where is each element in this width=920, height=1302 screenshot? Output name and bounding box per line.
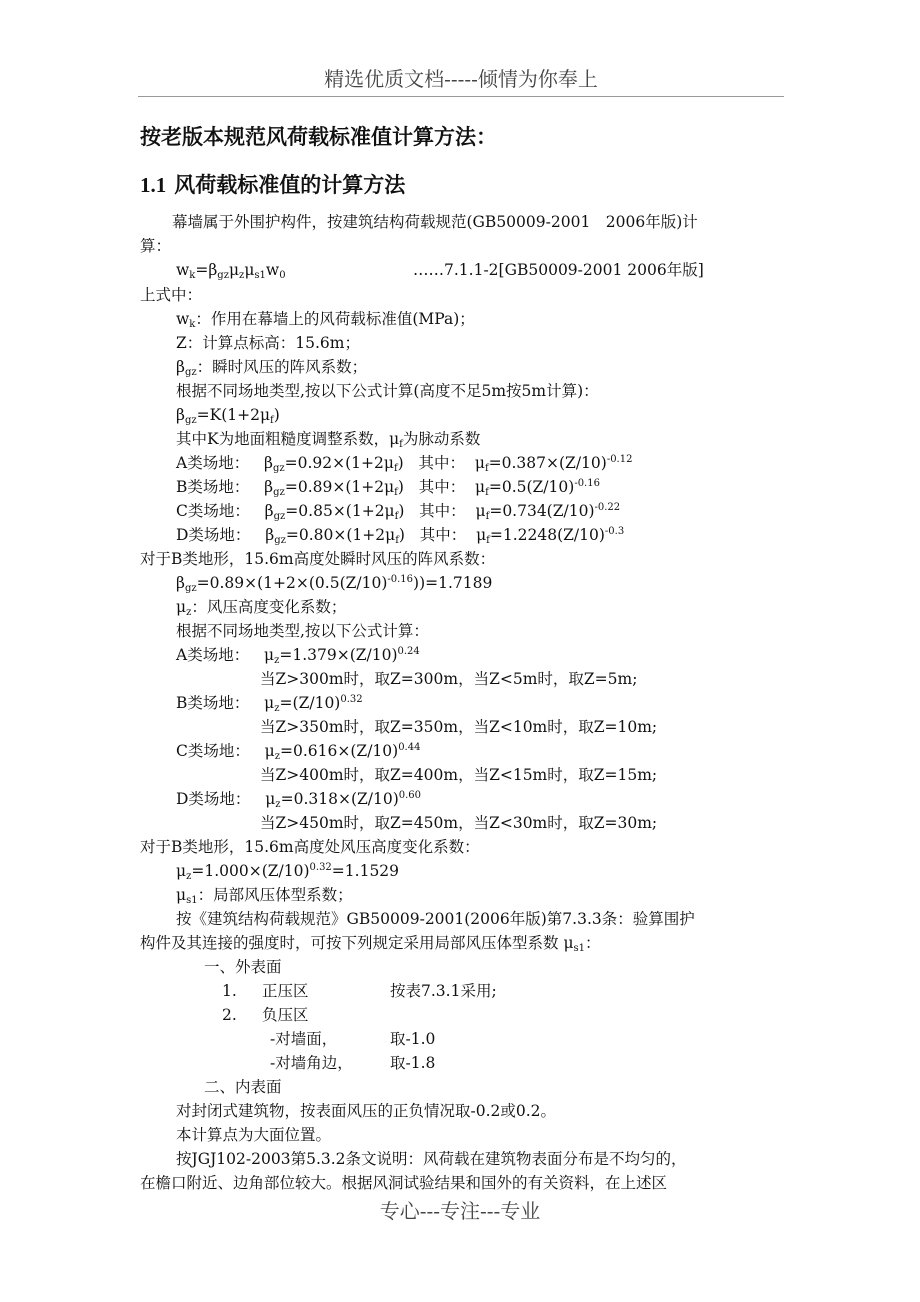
jgj-line-2: 在檐口附近、边角部位较大。根据风洞试验结果和国外的有关资料，在上述区 [140, 1174, 668, 1192]
beta-b-intro: 对于B类地形，15.6m高度处瞬时风压的阵风系数： [140, 550, 496, 568]
inner-surface-heading: 二、内表面 [204, 1078, 282, 1096]
document-title: 按老版本规范风荷载标准值计算方法： [140, 124, 497, 149]
k-definition: 其中K为地面粗糙度调整系数，$\mu_f$为脉动系数 [176, 430, 481, 450]
clause-line-1: 按《建筑结构荷载规范》GB50009-2001(2006年版)第7.3.3条：验算围护 [176, 910, 695, 928]
mu-row: B类场地： $\mu_z=(Z/10)^{0.32}$ [176, 694, 363, 714]
mu-row: C类场地： $\mu_z=0.616\times(Z/10)^{0.44}$ [176, 742, 421, 762]
item-1-value: 按表7.3.1采用; [390, 982, 497, 1000]
mu-row-condition: 当Z>300m时，取Z=300m，当Z<5m时，取Z=5m; [260, 670, 638, 688]
mu-z-definition: $\mu_z$：风压高度变化系数； [176, 598, 347, 618]
intro-line-1: 幕墙属于外围护构件，按建筑结构荷载规范(GB50009-2001 2006年版)计 [172, 213, 698, 231]
mu-row: D类场地： $\mu_z=0.318\times(Z/10)^{0.60}$ [176, 790, 422, 810]
main-formula: $w_k=\beta_{gz}\mu_z\mu_{s1}w_0$ [176, 261, 286, 281]
item-2-label: 负压区 [262, 1006, 309, 1024]
wall-value: 取-1.0 [390, 1030, 436, 1048]
beta-b-result: $\beta_{gz}=0.89\times(1+2\times(0.5(Z/10)^{-0.16}))=1.7189$ [176, 574, 493, 594]
mu-b-intro: 对于B类地形，15.6m高度处风压高度变化系数： [140, 838, 480, 856]
page-footer: 专心---专注---专业 [379, 1199, 541, 1223]
position-note: 本计算点为大面位置。 [176, 1126, 332, 1144]
wk-definition: $w_k$：作用在幕墙上的风荷载标准值(MPa)； [176, 310, 475, 330]
item-1-label: 正压区 [262, 982, 309, 1000]
outer-surface-heading: 一、外表面 [204, 958, 282, 976]
beta-general-formula: $\beta_{gz}=K(1+2\mu_f)$ [176, 406, 280, 426]
closed-building-note: 对封闭式建筑物，按表面风压的正负情况取-0.2或0.2。 [176, 1102, 557, 1120]
mu-row-condition: 当Z>400m时，取Z=400m，当Z<15m时，取Z=15m; [260, 766, 658, 784]
item-1-number: 1. [222, 982, 237, 1000]
beta-row: D类场地： $\beta_{gz}=0.80\times(1+2\mu_f)$ 其中： $\mu_f=1.2248(Z/10)^{-0.3}$ [176, 526, 625, 546]
section-title: 风荷载标准值的计算方法 [174, 172, 406, 197]
wall-label: -对墙面， [270, 1030, 338, 1048]
jgj-line-1: 按JGJ102-2003第5.3.2条文说明：风荷载在建筑物表面分布是不均匀的， [176, 1150, 687, 1168]
beta-row: C类场地： $\beta_{gz}=0.85\times(1+2\mu_f)$ 其中： $\mu_f=0.734(Z/10)^{-0.22}$ [176, 502, 621, 522]
clause-line-2: 构件及其连接的强度时，可按下列规定采用局部风压体型系数 $\mu_{s1}$： [140, 934, 601, 954]
mu-z-rule: 根据不同场地类型,按以下公式计算： [176, 622, 429, 640]
beta-definition: $\beta_{gz}$：瞬时风压的阵风系数； [176, 358, 368, 378]
beta-row: B类场地： $\beta_{gz}=0.89\times(1+2\mu_f)$ 其中： $\mu_f=0.5(Z/10)^{-0.16}$ [176, 478, 600, 498]
corner-value: 取-1.8 [390, 1054, 436, 1072]
where-label: 上式中： [140, 286, 203, 304]
mu-s1-definition: $\mu_{s1}$：局部风压体型系数； [176, 886, 353, 906]
section-heading [140, 171, 405, 199]
section-number: 1.1 [140, 173, 167, 197]
beta-rule: 根据不同场地类型,按以下公式计算(高度不足5m按5m计算)： [176, 382, 599, 400]
mu-b-result: $\mu_z=1.000\times(Z/10)^{0.32}=1.1529$ [176, 862, 400, 882]
item-2-number: 2. [222, 1006, 237, 1024]
beta-row: A类场地： $\beta_{gz}=0.92\times(1+2\mu_f)$ 其中： $\mu_f=0.387\times(Z/10)^{-0.12}$ [176, 454, 633, 474]
mu-row: A类场地： $\mu_z=1.379\times(Z/10)^{0.24}$ [176, 646, 420, 666]
mu-row-condition: 当Z>450m时，取Z=450m，当Z<30m时，取Z=30m; [260, 814, 658, 832]
z-definition: Z：计算点标高：15.6m； [176, 334, 360, 352]
mu-row-condition: 当Z>350m时，取Z=350m，当Z<10m时，取Z=10m; [260, 718, 658, 736]
corner-label: -对墙角边， [270, 1054, 353, 1072]
page-header: 精选优质文档-----倾情为你奉上 [138, 66, 784, 97]
formula-reference: ……7.1.1-2[GB50009-2001 2006年版] [413, 261, 704, 279]
intro-line-2: 算： [140, 237, 172, 255]
